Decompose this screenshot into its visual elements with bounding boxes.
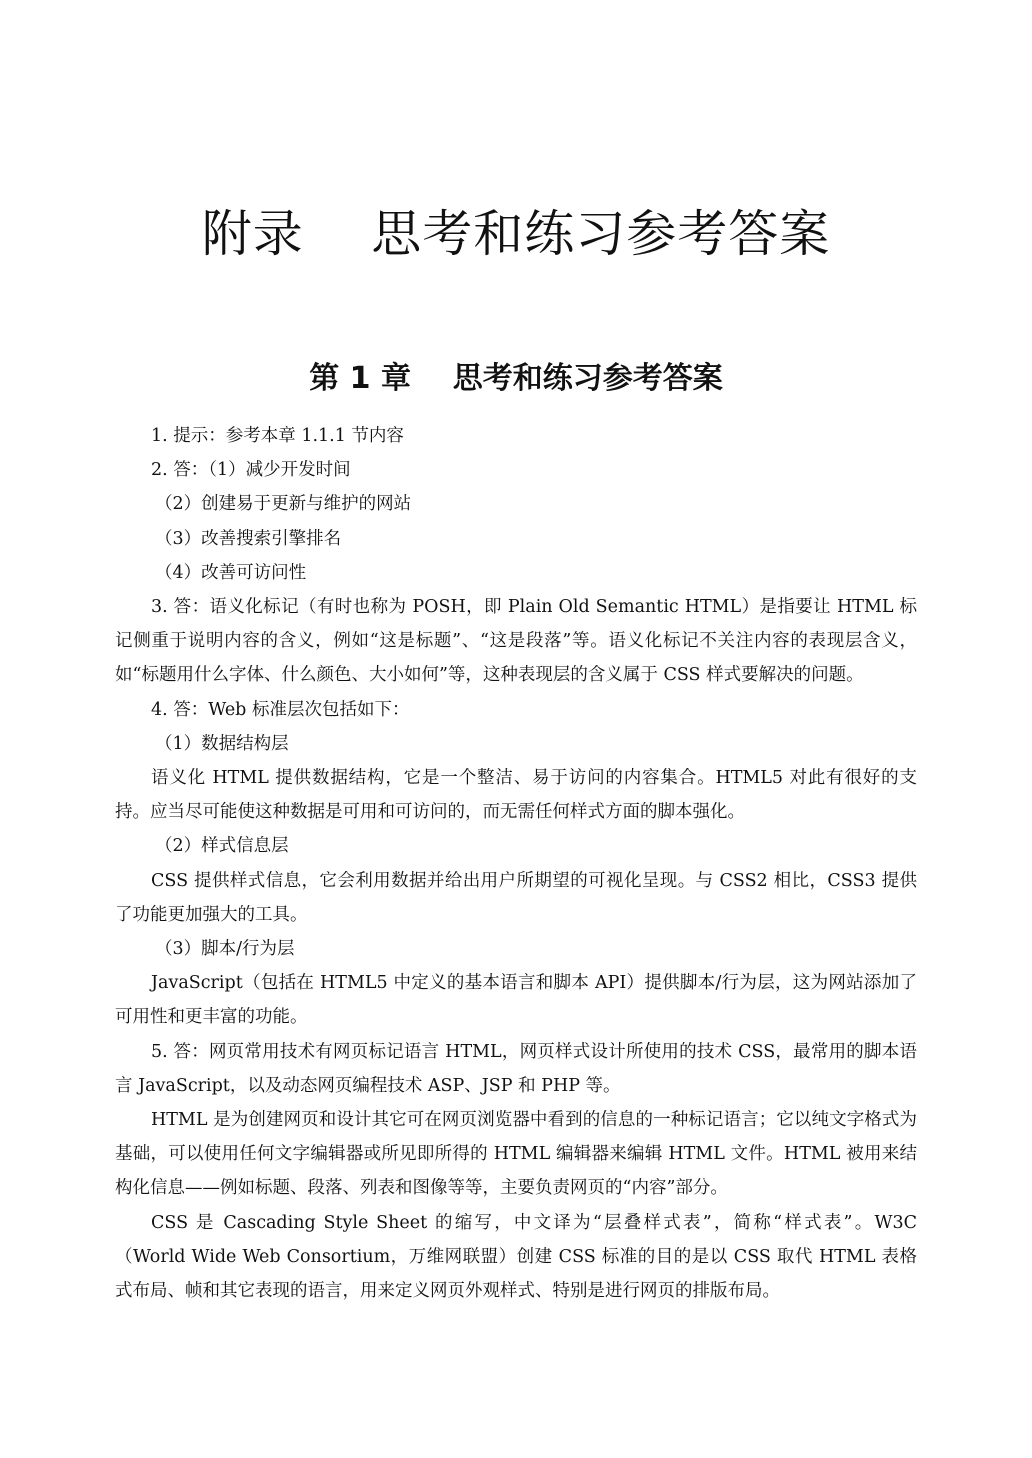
list-item: （2）样式信息层 bbox=[155, 836, 289, 857]
paragraph: 1. 提示：参考本章 1.1.1 节内容 bbox=[151, 426, 404, 446]
chapter-title: 第 1 章 思考和练习参考答案 bbox=[309, 360, 723, 396]
paragraph: CSS 提供样式信息，它会利用数据并给出用户所期望的可视化呈现。与 CSS2 相比，CSS3 提供了功能更加强大的工具。 bbox=[115, 870, 917, 925]
paragraph: 4. 答：Web 标准层次包括如下： bbox=[151, 699, 410, 720]
list-item: （4）改善可访问性 bbox=[155, 562, 307, 583]
paragraph: 语义化 HTML 提供数据结构，它是一个整洁、易于访问的内容集合。HTML5 对此有很好的支持。应当尽可能使这种数据是可用和可访问的，而无需任何样式方面的脚本强化。 bbox=[115, 768, 917, 823]
paragraph: JavaScript（包括在 HTML5 中定义的基本语言和脚本 API）提供脚本/行为层，这为网站添加了可用性和更丰富的功能。 bbox=[115, 973, 917, 1028]
answers-body bbox=[115, 419, 917, 1308]
paragraph: CSS 是 Cascading Style Sheet 的缩写，中文译为“层叠样式表”，简称“样式表”。W3C（World Wide Web Consortium，万维网联盟）创建 CSS 标准的目的是以 CSS 取代 HTML 表格式布局、帧和其它表现的语言，用来定义网页外观样式、特别是进行网页的排版布局。 bbox=[115, 1212, 917, 1302]
paragraph: 3. 答：语义化标记（有时也称为 POSH，即 Plain Old Semantic HTML）是指要让 HTML 标记侧重于说明内容的含义，例如“这是标题”、“这是段落”等。语义化标记不关注内容的表现层含义，如“标题用什么字体、什么颜色、大小如何”等，这种表现层的含义属于 CSS 样式要解决的问题。 bbox=[115, 597, 917, 686]
list-item: （1）数据结构层 bbox=[155, 733, 289, 754]
list-item: （3）改善搜索引擎排名 bbox=[155, 528, 342, 549]
paragraph: 5. 答：网页常用技术有网页标记语言 HTML，网页样式设计所使用的技术 CSS，最常用的脚本语言 JavaScript，以及动态网页编程技术 ASP、JSP 和 PHP 等。 bbox=[115, 1041, 917, 1096]
list-item: （3）脚本/行为层 bbox=[155, 939, 295, 960]
paragraph: HTML 是为创建网页和设计其它可在网页浏览器中看到的信息的一种标记语言；它以纯文字格式为基础，可以使用任何文字编辑器或所见即所得的 HTML 编辑器来编辑 HTML 文件。HTML 被用来结构化信息——例如标题、段落、列表和图像等等，主要负责网页的“内容”部分。 bbox=[115, 1110, 917, 1199]
appendix-title: 附录 思考和练习参考答案 bbox=[201, 204, 831, 263]
list-item: （2）创建易于更新与维护的网站 bbox=[155, 494, 412, 515]
paragraph: 2. 答：（1）减少开发时间 bbox=[151, 460, 351, 481]
